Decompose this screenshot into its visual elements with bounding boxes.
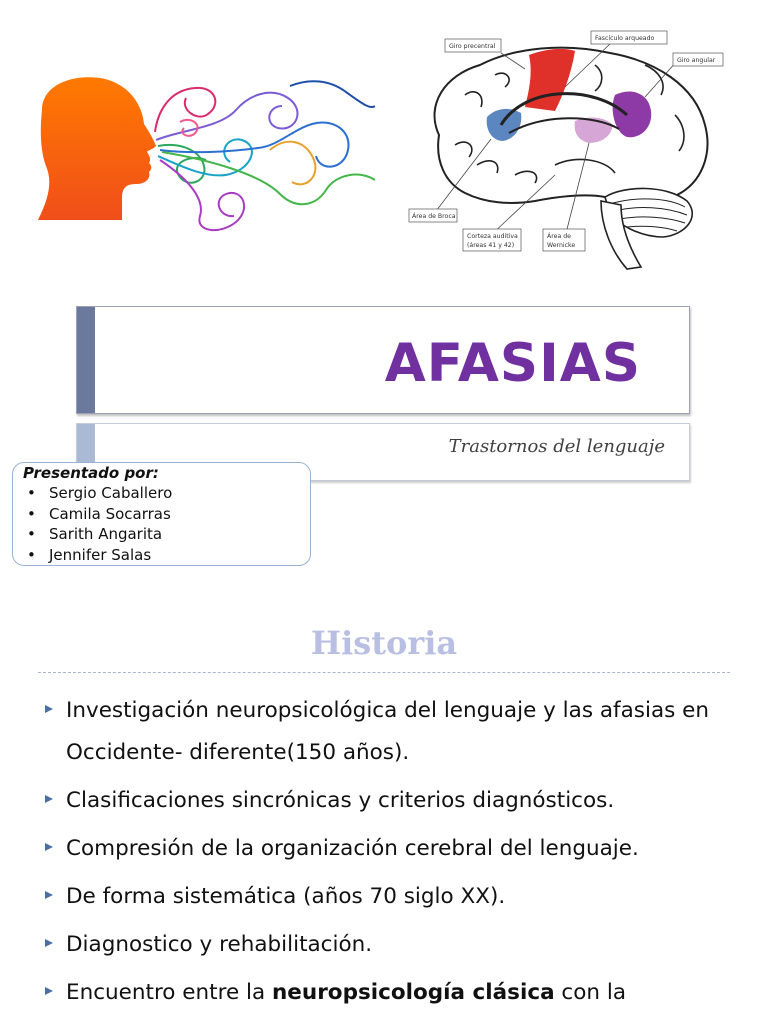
historia-bullet-list bbox=[45, 690, 745, 1020]
head-silhouette bbox=[38, 77, 156, 220]
brain-outline bbox=[434, 48, 707, 203]
triangle-bullet-icon bbox=[45, 795, 53, 803]
label-fasciculo-arqueado: Fascículo arqueado bbox=[595, 35, 655, 42]
historia-bullet bbox=[45, 828, 745, 870]
label-giro-angular: Giro angular bbox=[677, 57, 716, 64]
triangle-bullet-icon bbox=[45, 939, 53, 947]
speaking-head-illustration bbox=[30, 70, 375, 240]
slide-title: AFASIAS bbox=[384, 333, 641, 394]
triangle-bullet-icon bbox=[45, 705, 53, 713]
bullet-icon: • bbox=[27, 504, 36, 523]
bullet-icon: • bbox=[27, 525, 36, 543]
historia-bullet bbox=[45, 690, 745, 774]
label-area-wernicke-1: Área de bbox=[547, 233, 571, 240]
presenter-item bbox=[23, 524, 300, 545]
historia-title: Historia bbox=[310, 624, 458, 662]
presenters-heading: Presentado por: bbox=[23, 464, 159, 482]
triangle-bullet-icon bbox=[45, 843, 53, 851]
historia-bullet bbox=[45, 972, 745, 1014]
presenter-name: Camila Socarras bbox=[49, 504, 171, 523]
bullet-icon: • bbox=[27, 484, 36, 502]
bullet-text: Compresión de la organización cerebral del lenguaje. bbox=[66, 836, 639, 861]
presenters-list bbox=[23, 483, 300, 565]
presenter-name: Jennifer Salas bbox=[49, 545, 152, 564]
triangle-bullet-icon bbox=[45, 987, 53, 995]
bullet-text-prefix: Encuentro entre la bbox=[66, 980, 272, 1005]
bullet-text-suffix: con la bbox=[554, 980, 626, 1005]
presenters-box bbox=[12, 462, 311, 566]
historia-bullet bbox=[45, 924, 745, 966]
presenter-name: Sergio Caballero bbox=[49, 484, 173, 502]
bullet-text: Diagnostico y rehabilitación. bbox=[66, 932, 373, 957]
brain-diagram bbox=[405, 25, 725, 275]
label-corteza-auditiva: Corteza auditiva bbox=[467, 233, 518, 240]
slide-subtitle: Trastornos del lenguaje bbox=[448, 436, 665, 457]
bullet-text: Clasificaciones sincrónicas y criterios diagnósticos. bbox=[66, 788, 615, 813]
bullet-text: De forma sistemática (años 70 siglo XX). bbox=[66, 884, 506, 909]
title-accent-bar bbox=[77, 307, 95, 413]
bullet-text: Investigación neuropsicológica del lenguaje y las afasias en Occidente- diferente(150 años). bbox=[66, 698, 710, 765]
presenter-item bbox=[23, 545, 300, 566]
presenter-item bbox=[23, 504, 300, 525]
title-box bbox=[76, 306, 690, 414]
historia-bullet bbox=[45, 780, 745, 822]
label-area-broca: Área de Broca bbox=[412, 213, 456, 220]
dashed-divider bbox=[38, 672, 730, 673]
label-giro-precentral: Giro precentral bbox=[449, 43, 496, 50]
bullet-text-bold: neuropsicología clásica bbox=[272, 980, 555, 1005]
presenter-item bbox=[23, 483, 300, 504]
label-corteza-areas: (áreas 41 y 42) bbox=[467, 242, 515, 249]
presenter-name: Sarith Angarita bbox=[49, 525, 163, 543]
label-area-wernicke-2: Wernicke bbox=[547, 242, 576, 249]
historia-bullet bbox=[45, 876, 745, 918]
bullet-icon: • bbox=[27, 545, 36, 564]
triangle-bullet-icon bbox=[45, 891, 53, 899]
